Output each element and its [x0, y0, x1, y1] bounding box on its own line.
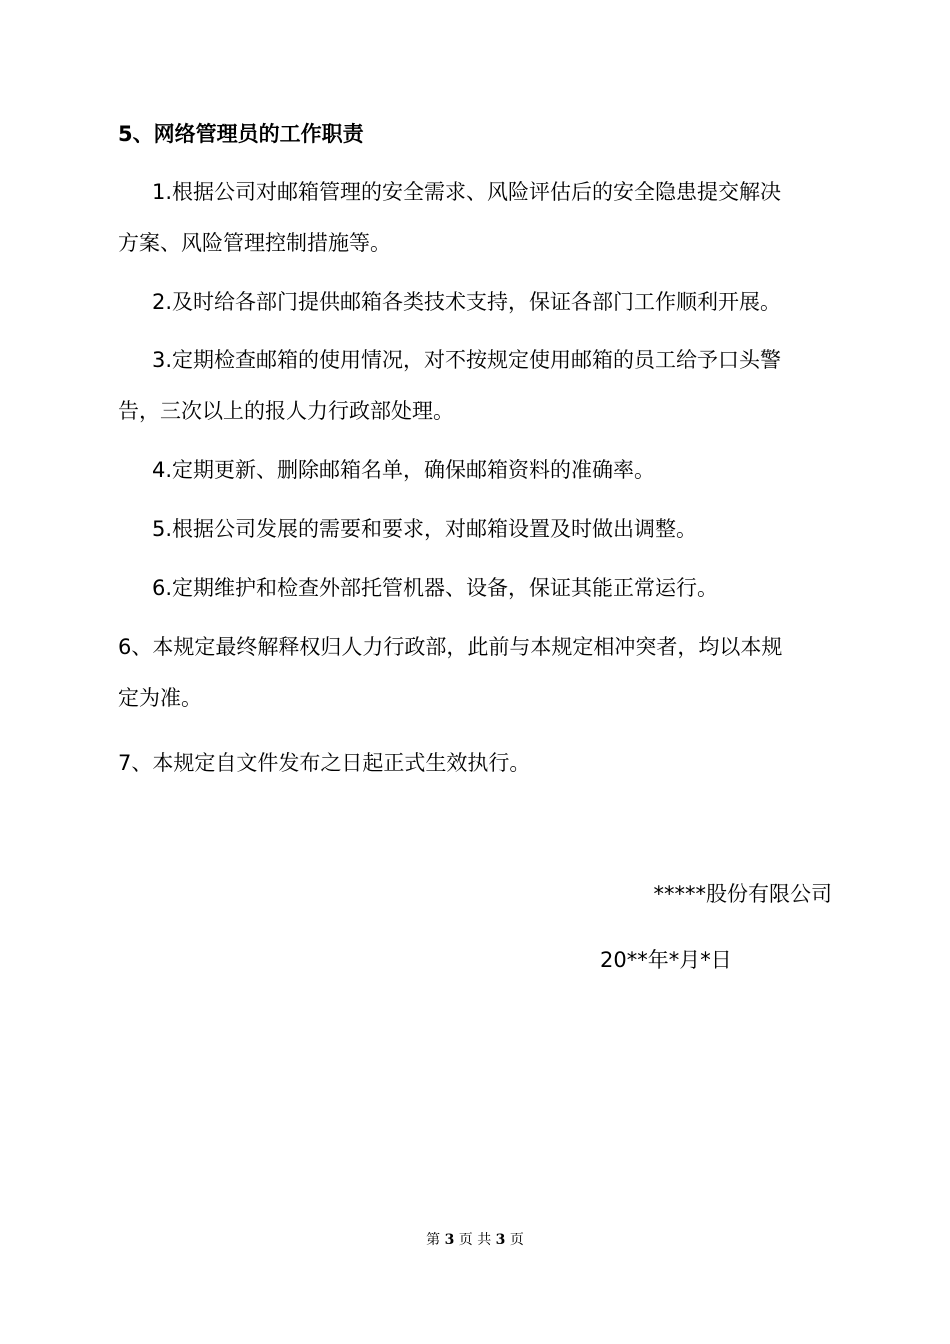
duty-2-line-1: 2.及时给各部门提供邮箱各类技术支持，保证各部门工作顺利开展。 — [152, 290, 782, 314]
section-7-text: 7、本规定自文件发布之日起正式生效执行。 — [118, 751, 531, 775]
duty-1-line-2: 方案、风险管理控制措施等。 — [118, 231, 391, 255]
duty-3-line-2: 告，三次以上的报人力行政部处理。 — [118, 399, 454, 423]
section-6-line-1: 6、本规定最终解释权归人力行政部，此前与本规定相冲突者，均以本规 — [118, 635, 783, 659]
duty-5-line-1: 5.根据公司发展的需要和要求，对邮箱设置及时做出调整。 — [152, 517, 698, 541]
duty-3-line-1: 3.定期检查邮箱的使用情况，对不按规定使用邮箱的员工给予口头警 — [152, 348, 782, 372]
duty-4-line-1: 4.定期更新、删除邮箱名单，确保邮箱资料的准确率。 — [152, 458, 656, 482]
duty-1-line-1: 1.根据公司对邮箱管理的安全需求、风险评估后的安全隐患提交解决 — [152, 180, 782, 204]
footer-middle: 页 共 — [458, 1232, 492, 1248]
footer-prefix: 第 — [426, 1232, 441, 1248]
duty-6-line-1: 6.定期维护和检查外部托管机器、设备，保证其能正常运行。 — [152, 576, 719, 600]
footer-current-page: 3 — [444, 1232, 455, 1248]
footer-total-pages: 3 — [495, 1232, 506, 1248]
section-5-heading: 5、网络管理员的工作职责 — [118, 122, 364, 146]
signature-date: 20**年*月*日 — [600, 948, 732, 972]
signature-company: *****股份有限公司 — [653, 882, 832, 906]
page-footer — [0, 1230, 950, 1250]
footer-suffix: 页 — [509, 1232, 524, 1248]
section-6-line-2: 定为准。 — [118, 686, 202, 710]
